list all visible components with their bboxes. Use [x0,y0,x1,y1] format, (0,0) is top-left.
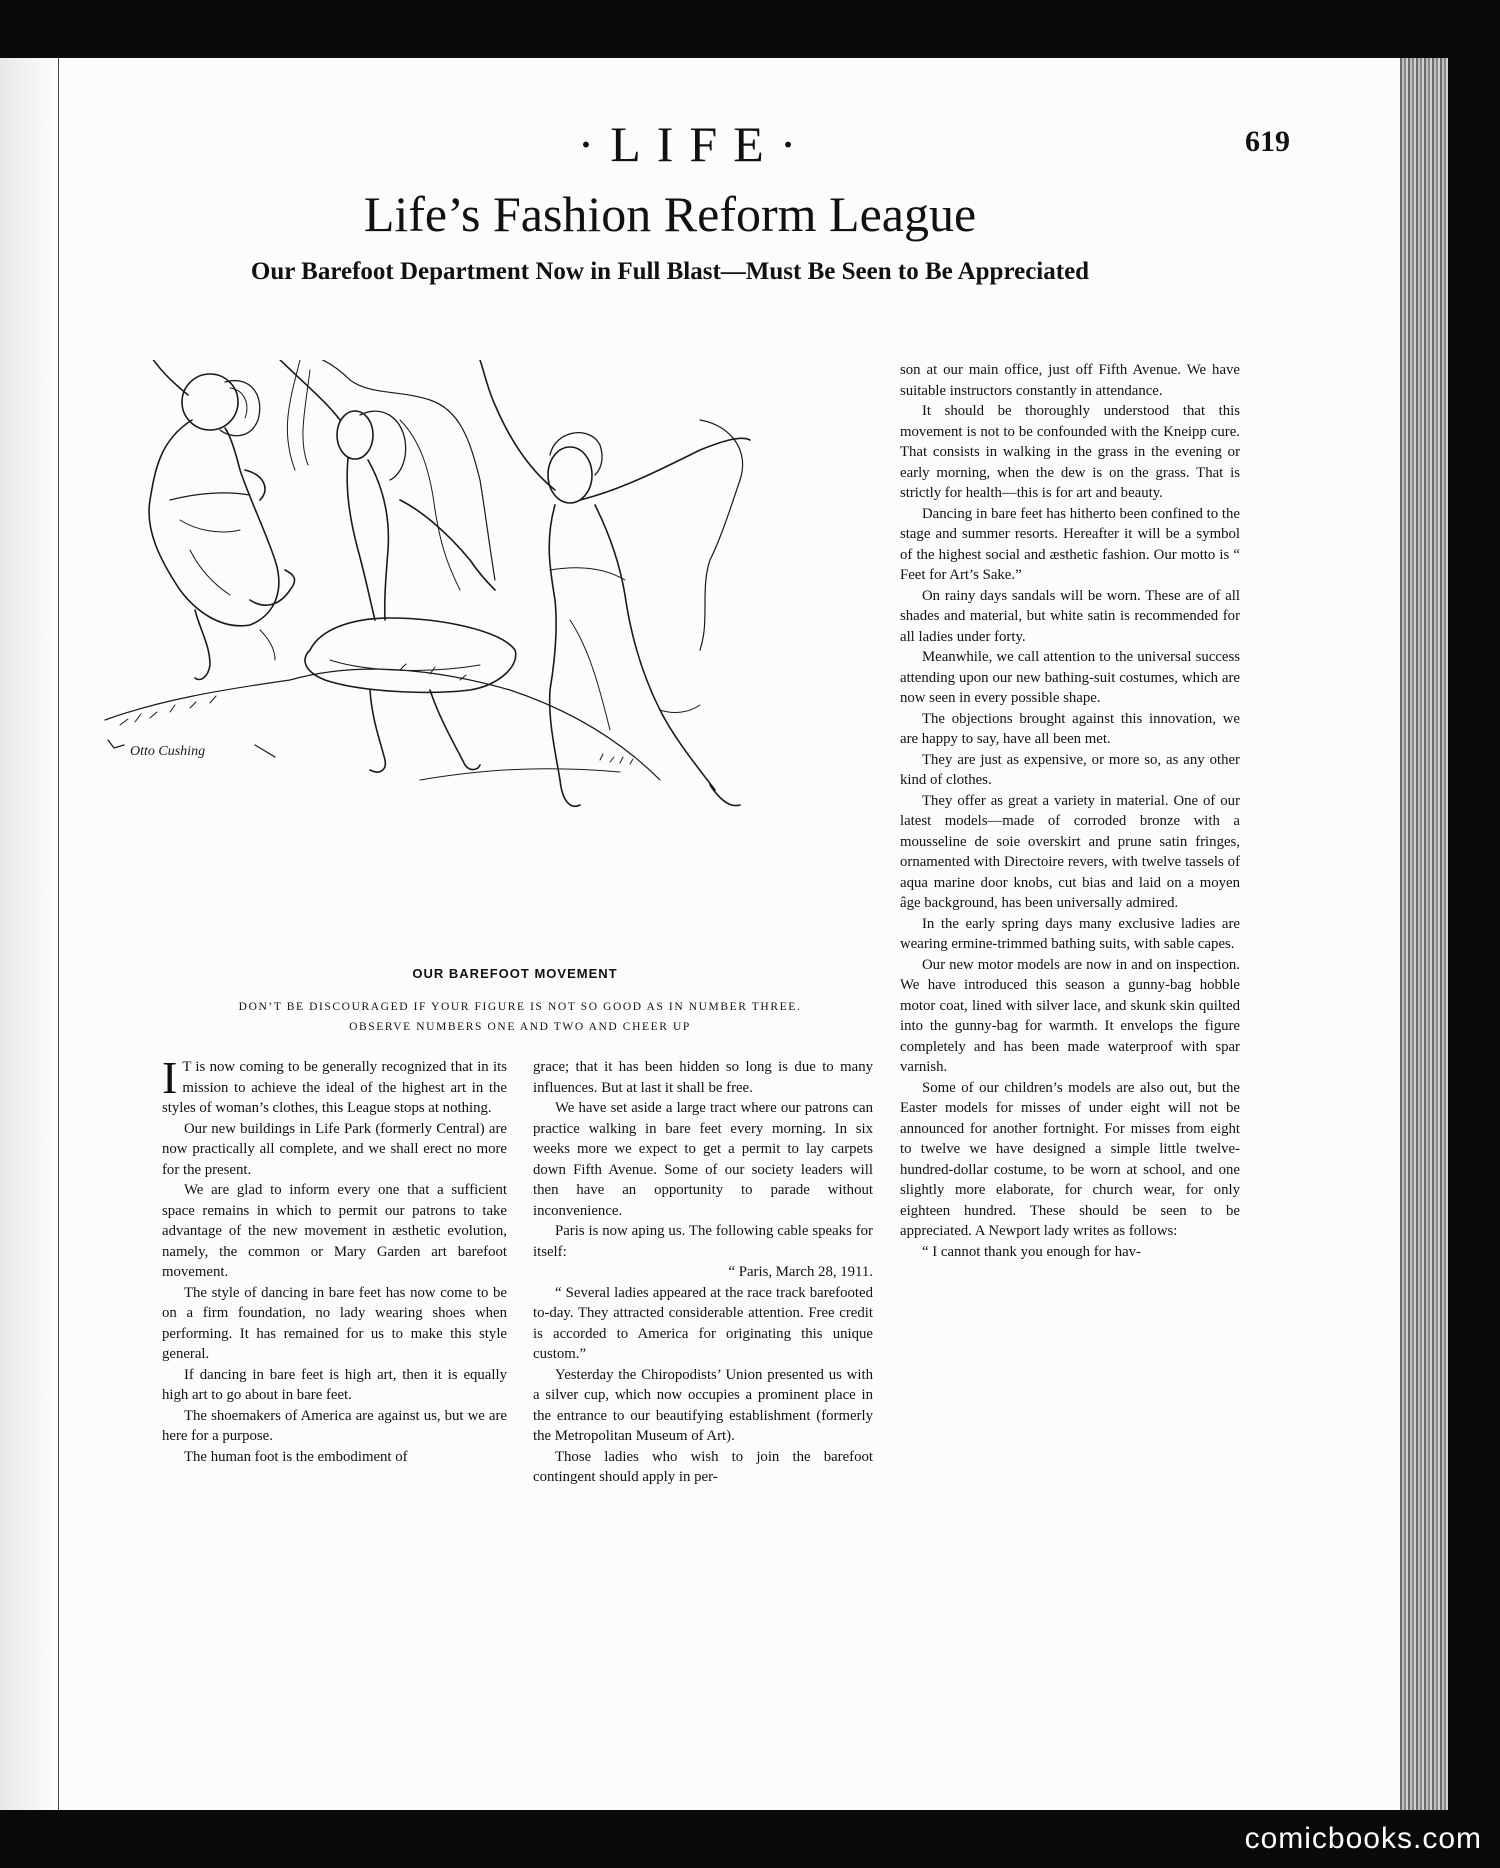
article-paragraph: If dancing in bare feet is high art, then it is equally high art to go about in bare feet. [162,1366,507,1403]
article-paragraph: The human foot is the embodiment of [184,1448,408,1465]
caption-title: OUR BAREFOOT MOVEMENT [412,966,618,981]
article-paragraph: Our new motor models are now in and on inspection. We have introduced this season a gunny-bag hobble motor coat, lined with silver lace, and skunk skin quilted into the gunny-bag for warmth. It envelops the figure completely and has been made waterproof with spar varnish. [900,956,1240,1075]
caption-line: DON’T BE DISCOURAGED IF YOUR FIGURE IS NOT SO GOOD AS IN NUMBER THREE. [238,1001,802,1013]
article-paragraph: We are glad to inform every one that a sufficient space remains in which to permit our patrons to take advantage of the new movement in æsthetic evolution, namely, the common or Mary Garden art barefoot movement. [162,1182,507,1280]
masthead: ·LIFE· [577,116,813,172]
barefoot-dancers-illustration [100,360,890,965]
article-paragraph: Paris is now aping us. The following cable speaks for itself: [533,1223,873,1260]
svg-text:Otto Cushing: Otto Cushing [130,744,206,759]
article-paragraph: Those ladies who wish to join the barefoot contingent should apply in per- [533,1448,873,1485]
article-paragraph: The shoemakers of America are against us, but we are here for a purpose. [162,1407,507,1444]
article-paragraph: son at our main office, just off Fifth Avenue. We have suitable instructors constantly in attendance. [900,362,1240,399]
article-paragraph: They offer as great a variety in material. One of our latest models—made of corroded bronze with a mousseline de soie overskirt and prune satin fringes, ornamented with Directoire revers, with twelve tassels of aqua marine door knobs, cut bias and laid on a moyen âge background, has been universally admired. [900,792,1240,911]
figure-two-slender-dancer [265,360,516,772]
article-paragraph: In the early spring days many exclusive ladies are wearing ermine-trimmed bathing suits, with sable capes. [900,915,1240,952]
article-column-2 [533,1057,873,1488]
page-gutter [0,58,59,1810]
article-column-3 [900,360,1240,1262]
figure-one-stout-dancer [140,360,295,679]
article-paragraph: Meanwhile, we call attention to the universal success attending upon our new bathing-suit costumes, which are now seen in every possible shape. [900,649,1240,706]
page-number: 619 [1245,125,1290,158]
article-paragraph: Yesterday the Chiropodists’ Union presented us with a silver cup, which now occupies a prominent place in the entrance to our beautifying establishment (formerly the Metropolitan Museum of Art). [533,1366,873,1444]
article-paragraph: We have set aside a large tract where our patrons can practice walking in bare feet every morning. In six weeks more we expect to get a permit to lay carpets down Fifth Avenue. Some of our society leaders will then have an opportunity to parade without inconvenience. [533,1100,873,1219]
article-paragraph: I T is now coming to be generally recognized that in its mission to achieve the ideal of the highest art in the styles of woman’s clothes, this League stops at nothing. [162,1052,507,1116]
artist-signature [108,740,275,759]
drop-cap: I [162,1052,178,1103]
article-paragraph: The style of dancing in bare feet has now come to be on a firm foundation, no lady wearing shoes when performing. It has remained for us to make this style general. [162,1284,507,1362]
article-paragraph: The objections brought against this innovation, we are happy to say, have all been met. [900,710,1240,747]
article-paragraph: “ I cannot thank you enough for hav- [922,1243,1142,1260]
article-title: Life’s Fashion Reform League [363,186,977,242]
article-paragraph: They are just as expensive, or more so, as any other kind of clothes. [900,751,1240,788]
cable-dateline: “ Paris, March 28, 1911. [728,1264,873,1280]
article-paragraph: grace; that it has been hidden so long is due to many influences. But at last it shall be free. [533,1059,873,1096]
article-paragraph: On rainy days sandals will be worn. These are of all shades and material, but white satin is recommended for all ladies under forty. [900,587,1240,645]
article-paragraph: It should be thoroughly understood that this movement is not to be confounded with the Kneipp cure. That consists in walking in the grass in the evening or early morning, when the dew is on the grass. That is strictly for health—this is for art and beauty. [900,403,1240,501]
article-column-1 [162,1052,507,1467]
article-subtitle: Our Barefoot Department Now in Full Blast—Must Be Seen to Be Appreciated [250,258,1090,285]
article-paragraph: Dancing in bare feet has hitherto been confined to the stage and summer resorts. Hereafter it will be a symbol of the highest social and æsthetic fashion. Our motto is “ Feet for Art’s Sake.” [900,505,1240,583]
article-paragraph: Our new buildings in Life Park (formerly Central) are now practically all complete, and we shall erect no more for the present. [162,1120,507,1178]
page-edge-stack [1400,58,1448,1810]
caption-body [160,997,880,1037]
caption-line: OBSERVE NUMBERS ONE AND TWO AND CHEER UP [349,1021,691,1033]
article-paragraph: Some of our children’s models are also out, but the Easter models for misses of under eight will not be announced for another fortnight. For misses from eight to twelve we have designed a simple little twelve-hundred-dollar costume, to be worn at school, and one slightly more elaborate, for church wear, for only eighteen hundred. These should be seen to be appreciated. A Newport lady writes as follows: [900,1079,1240,1239]
article-paragraph: “ Several ladies appeared at the race track barefooted to-day. They attracted considerable attention. Free credit is accorded to America for originating this unique custom.” [533,1284,873,1362]
site-watermark: comicbooks.com [1244,1822,1482,1855]
